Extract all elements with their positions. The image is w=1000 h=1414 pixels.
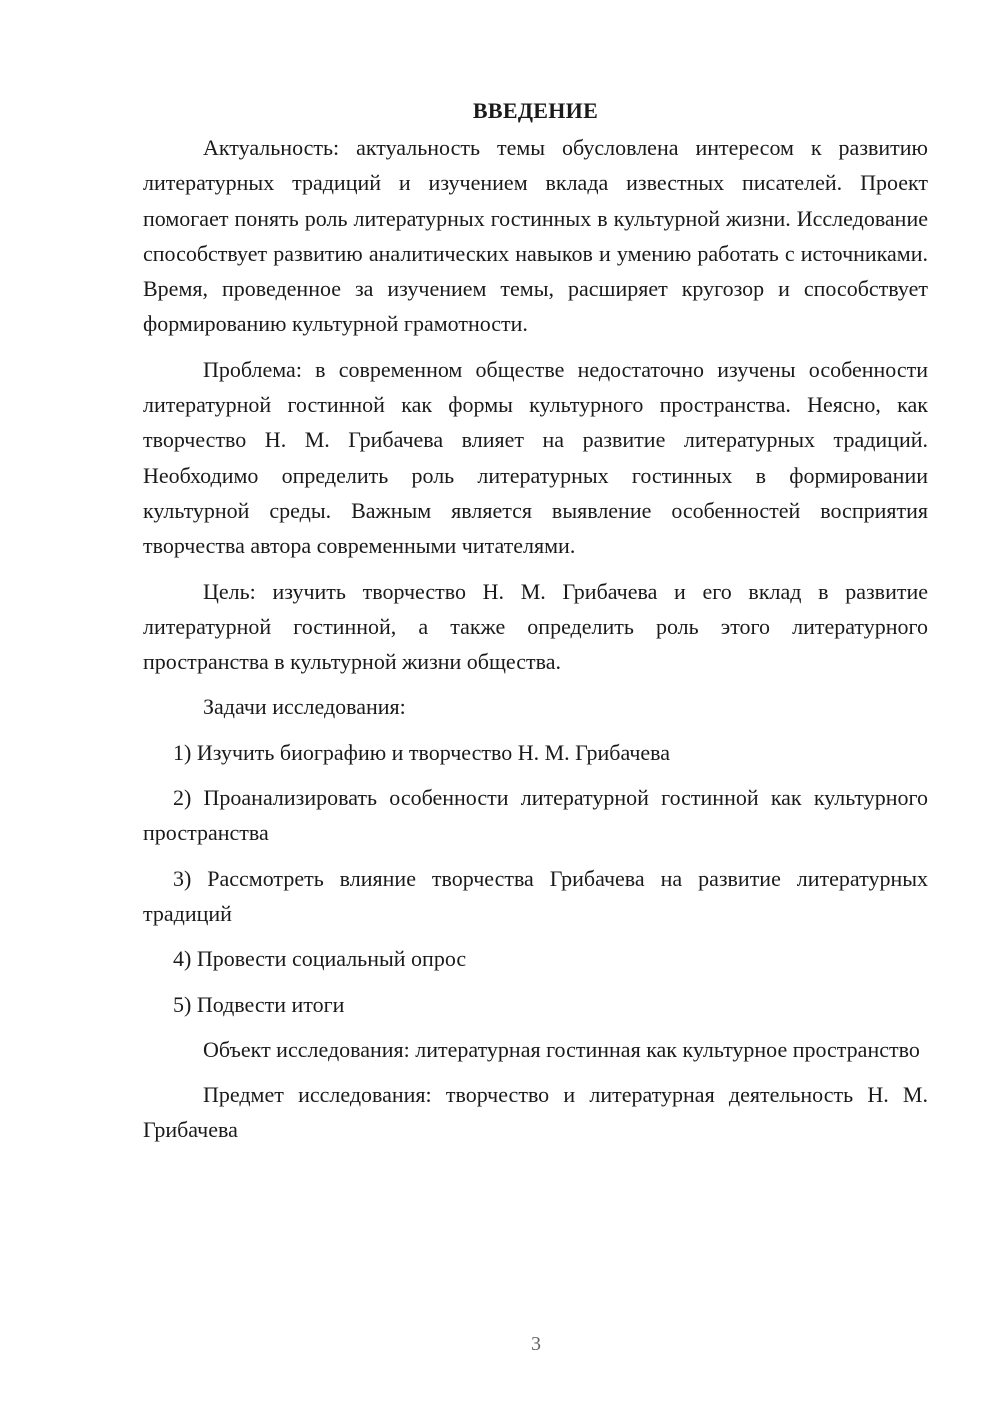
task-item-3: 3) Рассмотреть влияние творчества Грибачева на развитие литературных традиций bbox=[143, 865, 928, 926]
goal-paragraph: Цель: изучить творчество Н. М. Грибачева и его вклад в развитие литературной гостинной, а также определить роль этого литературного пространства в культурной жизни общества. bbox=[143, 578, 928, 675]
document-page bbox=[143, 96, 928, 1158]
task-item-2: 2) Проанализировать особенности литературной гостинной как культурного пространства bbox=[143, 785, 928, 846]
task-item-4: 4) Провести социальный опрос bbox=[173, 946, 467, 972]
task-item-5: 5) Подвести итоги bbox=[173, 991, 345, 1017]
subject-paragraph: Предмет исследования: творчество и литературная деятельность Н. М. Грибачева bbox=[143, 1082, 928, 1143]
section-heading: ВВЕДЕНИЕ bbox=[472, 98, 599, 123]
problem-paragraph: Проблема: в современном обществе недостаточно изучены особенности литературной гостинной как формы культурного пространства. Неясно, как творчество Н. М. Грибачева влияет на развитие литературных традиций. Необходимо определить роль литературных гостинных в формировании культурной среды. Важным является выявление особенностей восприятия творчества автора современными читателями. bbox=[143, 356, 928, 559]
relevance-paragraph: Актуальность: актуальность темы обусловлена интересом к развитию литературных традиций и изучением вклада известных писателей. Проект помогает понять роль литературных гостинных в культурной жизни. Исследование способствует развитию аналитических навыков и умению работать с источниками. Время, проведенное за изучением темы, расширяет кругозор и способствует формированию культурной грамотности. bbox=[143, 135, 928, 337]
task-item-1: 1) Изучить биографию и творчество Н. М. Грибачева bbox=[173, 739, 671, 765]
tasks-title: Задачи исследования: bbox=[203, 694, 406, 720]
page-number: 3 bbox=[531, 1333, 541, 1355]
object-paragraph: Объект исследования: литературная гостинная как культурное пространство bbox=[203, 1036, 920, 1062]
